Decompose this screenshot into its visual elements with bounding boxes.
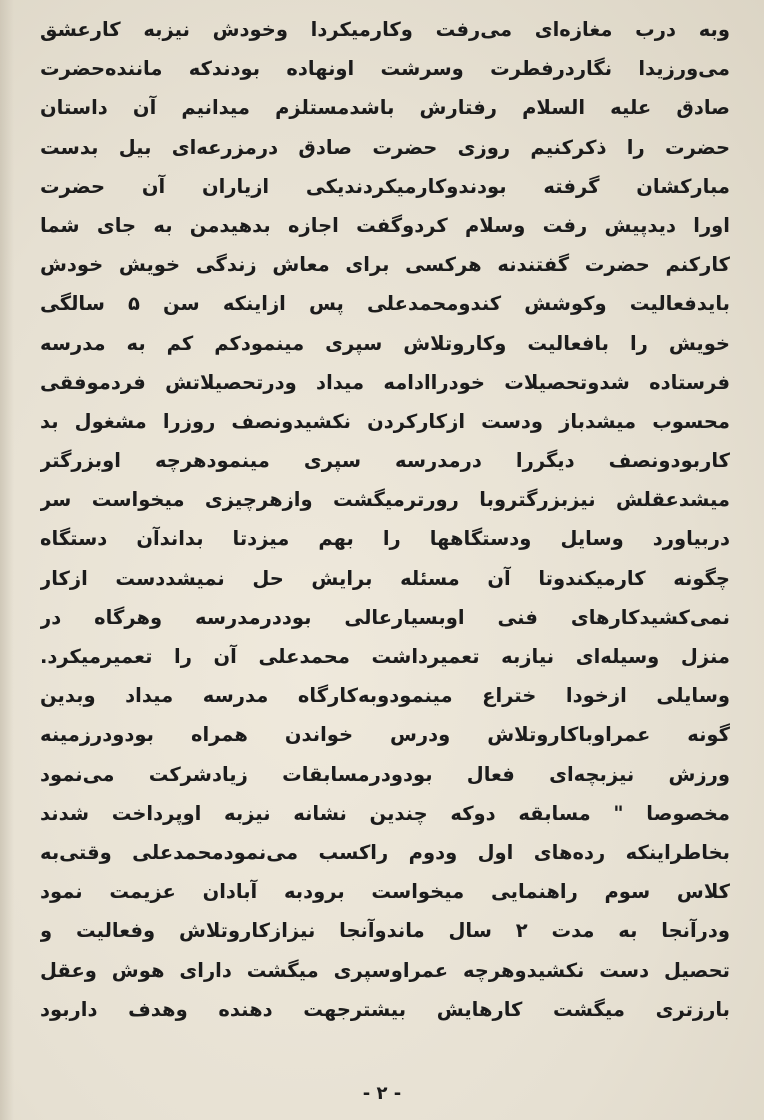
- text-line: محسوب میشدباز ودست ازکارکردن نکشیدونصف روزرا مشغول بد: [40, 409, 730, 433]
- text-line: حضرت را ذکرکنیم روزی حضرت صادق درمزرعه‌ای بیل بدست: [40, 135, 730, 159]
- text-line: کلاس سوم راهنمایی میخواست برودبه آبادان عزیمت نمود: [40, 880, 730, 904]
- text-line: خویش را بافعالیت وکاروتلاش سپری مینمودکم کم به مدرسه: [40, 331, 730, 355]
- body-text: [40, 10, 730, 1029]
- text-line: تحصیل دست نکشیدوهرچه عمراوسپری میگشت دارای هوش وعقل: [40, 958, 730, 982]
- text-line: وبه درب مغازه‌ای می‌رفت وکارمیکردا وخودش نیزبه کارعشق: [40, 18, 730, 41]
- text-line: ورزش نیزبچه‌ای فعال بودودرمسابقات زیادشرکت می‌نمود: [40, 762, 730, 786]
- text-line: مبارکشان گرفته بودندوکارمیکردندیکی ازیاران آن حضرت: [40, 174, 730, 198]
- text-line: می‌ورزیدا نگاردرفطرت وسرشت اونهاده بودندکه ماننده‌حضرت: [40, 57, 730, 81]
- text-line: بایدفعالیت وکوشش کندومحمدعلی پس ازاینکه سن ۵ سالگی: [40, 292, 730, 316]
- text-line: وسایلی ازخودا ختراع مینمودوبه‌کارگاه مدرسه میداد وبدین: [40, 684, 730, 708]
- text-line: نمی‌کشیدکارهای فنی اوبسیارعالی بوددرمدرسه وهرگاه در: [40, 605, 730, 629]
- text-line: چگونه کارمیکندوتا آن مسئله برایش حل نمیشددست ازکار: [40, 566, 730, 590]
- text-line: ودرآنجا به مدت ۲ سال ماندوآنجا نیزازکاروتلاش وفعالیت و: [40, 919, 730, 943]
- text-line: کارکنم حضرت گفتندنه هرکسی برای معاش زندگی خویش خودش: [40, 253, 730, 277]
- text-line: دربیاورد وسایل ودستگاهها را بهم میزدتا بداندآن دستگاه: [40, 527, 730, 551]
- text-line: کاربودونصف دیگررا درمدرسه سپری مینمودهرچه اوبزرگتر: [40, 449, 730, 473]
- text-line: مخصوصا " مسابقه دوکه چندین نشانه نیزبه اوپرداخت شدند: [40, 801, 730, 825]
- text-line: گونه عمراوباکاروتلاش ودرس خواندن همراه بودودرزمینه: [40, 723, 730, 747]
- text-line: میشدعقلش نیزبزرگتروبا رورترمیگشت وازهرچیزی میخواست سر: [40, 488, 730, 512]
- text-line: صادق علیه السلام رفتارش باشدمستلزم میدانیم آن داستان: [40, 96, 730, 120]
- page-edge-shadow: [0, 0, 14, 1120]
- text-line: منزل وسیله‌ای نیازبه تعمیرداشت محمدعلی آن را تعمیرمیکرد.: [40, 645, 730, 668]
- text-line: بخاطراینکه رده‌های اول ودوم راکسب می‌نمودمحمدعلی وقتی‌به: [40, 840, 730, 864]
- page-number: - ۲ -: [362, 1083, 402, 1104]
- text-line: اورا دیدپیش رفت وسلام کردوگفت اجازه بدهیدمن به جای شما: [40, 213, 730, 237]
- text-line: فرستاده شدوتحصیلات خودراادامه میداد ودرتحصیلاتش فردموفقی: [40, 370, 730, 394]
- text-line: بارزتری میگشت کارهایش بیشترجهت دهنده وهدف داربود: [40, 997, 730, 1021]
